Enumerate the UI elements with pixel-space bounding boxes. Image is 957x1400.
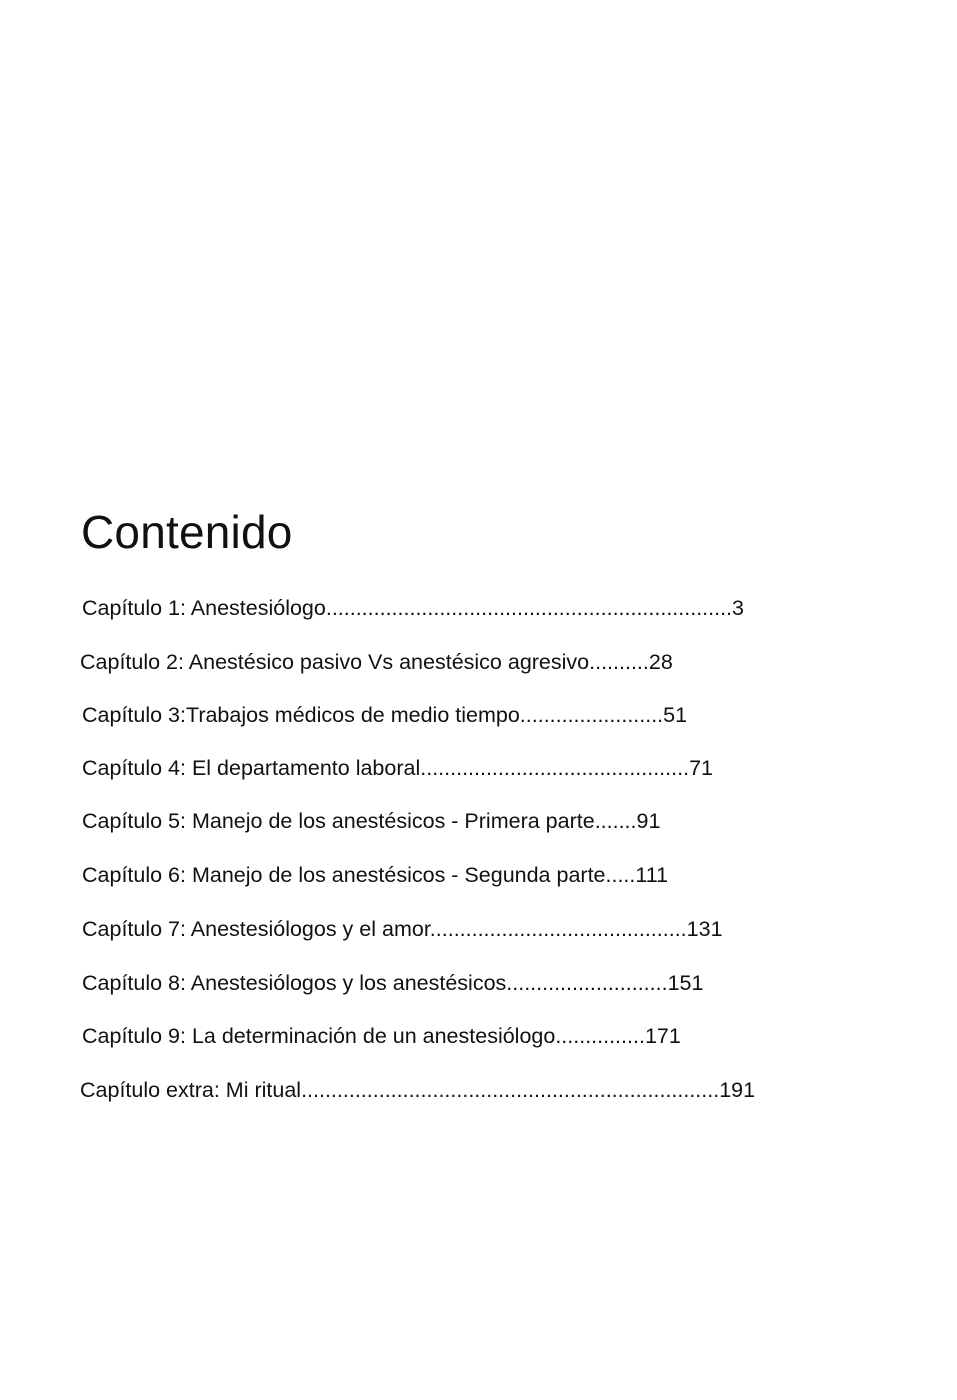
toc-entry-page: 171 bbox=[644, 1024, 681, 1048]
toc-entry-8 bbox=[82, 968, 703, 998]
toc-entry-page: 3 bbox=[732, 596, 745, 620]
toc-entry-page: 71 bbox=[689, 756, 713, 780]
toc-entry-page: 151 bbox=[667, 971, 704, 995]
toc-entry-title: Capítulo extra: Mi ritual bbox=[80, 1078, 302, 1102]
toc-entry-leader: .................................................................... bbox=[325, 596, 733, 620]
toc-entry-leader: ...................................................................... bbox=[301, 1078, 720, 1102]
toc-entry-page: 51 bbox=[663, 703, 688, 727]
toc-entry-2 bbox=[80, 647, 673, 677]
toc-entry-title: Capítulo 2: Anestésico pasivo Vs anestésico agresivo bbox=[80, 650, 590, 674]
toc-entry-page: 131 bbox=[686, 917, 723, 941]
toc-entry-title: Capítulo 9: La determinación de un anestesiólogo bbox=[82, 1024, 556, 1048]
toc-entry-leader: ............................................. bbox=[420, 756, 690, 780]
toc-entry-4 bbox=[82, 753, 713, 783]
toc-entry-title: Capítulo 6: Manejo de los anestésicos - Segunda parte bbox=[82, 863, 606, 887]
toc-entry-title: Capítulo 4: El departamento laboral bbox=[82, 756, 421, 780]
toc-entry-title: Capítulo 1: Anestesiólogo bbox=[82, 596, 326, 620]
toc-entry-page: 28 bbox=[648, 650, 673, 674]
toc-entry-title: Capítulo 3:Trabajos médicos de medio tiempo bbox=[82, 703, 520, 727]
toc-entry-9 bbox=[82, 1021, 681, 1051]
toc-entry-page: 191 bbox=[719, 1078, 756, 1102]
toc-entry-leader: ........................................... bbox=[429, 917, 687, 941]
toc-entry-leader: ..... bbox=[605, 863, 636, 887]
toc-entry-leader: ........................ bbox=[519, 703, 664, 727]
toc-entry-leader: .......... bbox=[589, 650, 649, 674]
toc-entry-title: Capítulo 5: Manejo de los anestésicos - Primera parte bbox=[82, 809, 595, 833]
toc-entry-title: Capítulo 7: Anestesiólogos y el amor bbox=[82, 917, 430, 941]
toc-entry-leader: ............... bbox=[555, 1024, 645, 1048]
toc-entry-leader: ........................... bbox=[506, 971, 668, 995]
page-title: Contenido bbox=[81, 506, 293, 558]
toc-entry-10 bbox=[80, 1075, 755, 1105]
toc-entry-7 bbox=[82, 914, 723, 944]
toc-entry-title: Capítulo 8: Anestesiólogos y los anestésicos bbox=[82, 971, 507, 995]
toc-entry-leader: ....... bbox=[594, 809, 637, 833]
toc-entry-1 bbox=[82, 593, 744, 623]
toc-entry-page: 111 bbox=[635, 863, 669, 887]
toc-entry-3 bbox=[82, 700, 687, 730]
toc-entry-5 bbox=[82, 806, 660, 836]
toc-entry-6 bbox=[82, 860, 668, 890]
toc-entry-page: 91 bbox=[636, 809, 661, 833]
